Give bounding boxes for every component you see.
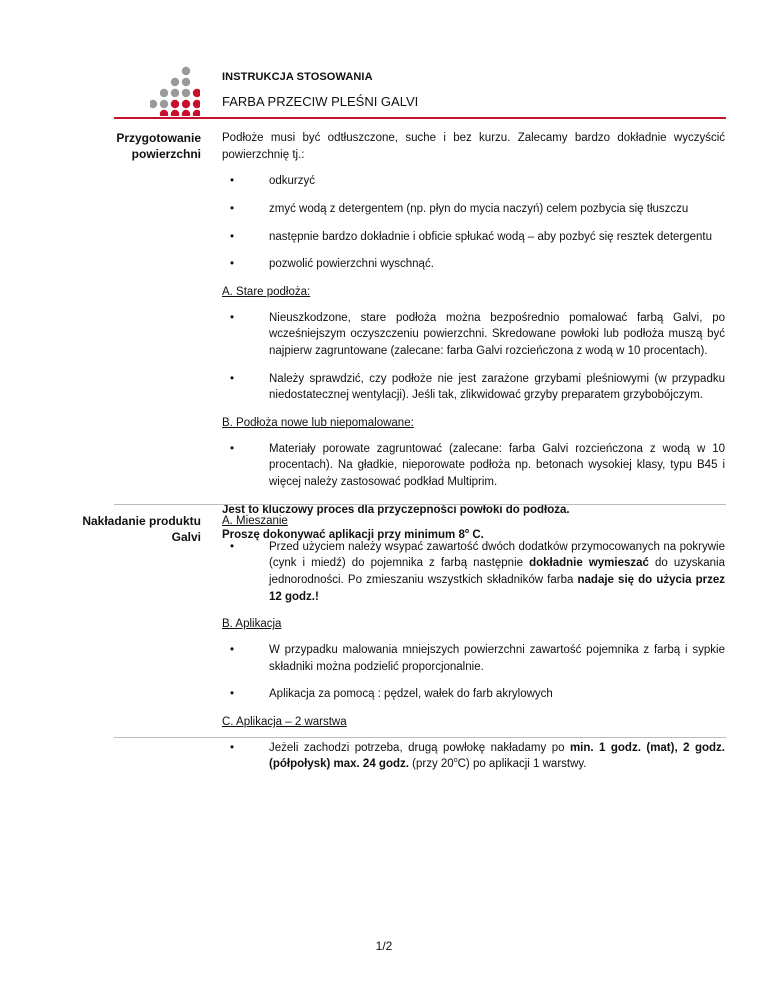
subheading-new-surfaces: B. Podłoża nowe lub niepomalowane:	[222, 417, 414, 430]
page-number: 1/2	[375, 939, 393, 953]
bullet-icon: •	[230, 442, 235, 455]
subheading-application: B. Aplikacja	[222, 618, 282, 631]
list-item: • Aplikacja za pomocą : pędzel, wałek do farb akrylowych	[222, 686, 725, 703]
list-item: • Jeżeli zachodzi potrzeba, drugą powłokę nakładamy po min. 1 godz. (mat), 2 godz. (półpołysk) max. 24 godz. (przy 20$^o$C) po aplikacji 1 warstwy.	[230, 741, 725, 771]
bullet-icon: •	[230, 688, 235, 701]
bullet-icon: •	[230, 203, 235, 216]
application-list	[222, 642, 725, 703]
document-title: FARBA PRZECIW PLEŚNI GALVI	[222, 94, 419, 109]
list-item: • zmyć wodą z detergentem (np. płyn do mycia naczyń) celem pozbycia się tłuszczu	[222, 201, 725, 218]
header-divider	[114, 117, 726, 119]
section-label-surface-prep: Przygotowanie powierzchni	[116, 131, 201, 162]
list-item: • Przed użyciem należy wsypać zawartość dwóch dodatków przymocowanych na pokrywie (cynk i miedź) do pojemnika z farbą następnie dokładnie wymieszać do uzyskania jednorodności. Po zmieszaniu wszystkich składników farba nadaje się do użycia przez 12 godz.!	[230, 540, 725, 603]
document-type-label: INSTRUKCJA STOSOWANIA	[222, 71, 373, 83]
list-item: • Materiały porowate zagruntować (zalecane: farba Galvi rozcieńczona z wodą w 10 procentach). Na gładkie, nieporowate podłoża np. betonach wysokiej klasy, typu B45 i więcej należy zastosować podkład Multiprim.	[230, 442, 725, 489]
bullet-icon: •	[230, 175, 235, 188]
temperature-note: Proszę dokonywać aplikacji przy minimum 8$^o$ C.	[222, 528, 484, 542]
subheading-mixing: A. Mieszanie	[222, 515, 288, 527]
company-logo	[150, 66, 200, 116]
new-surfaces-list	[222, 441, 725, 491]
bullet-icon: •	[230, 230, 235, 243]
old-surfaces-list	[222, 310, 725, 404]
bullet-icon: •	[230, 540, 235, 553]
list-item: • odkurzyć	[222, 173, 725, 190]
bullet-icon: •	[230, 741, 235, 754]
intro-paragraph: Podłoże musi być odtłuszczone, suche i bez kurzu. Zalecamy bardzo dokładnie wyczyścić powierzchnię tj.:	[222, 132, 725, 161]
list-item: • Nieuszkodzone, stare podłoża można bezpośrednio pomalować farbą Galvi, po wcześniejszym oczyszczeniu powierzchni. Skredowane powłoki lub podłoża muszą być najpierw zagruntowane (zalecane: farba Galvi rozcieńczona z wodą w 10 procentach).	[230, 311, 725, 358]
subheading-second-coat: C. Aplikacja – 2 warstwa	[222, 716, 347, 729]
second-coat-list	[222, 740, 725, 773]
subheading-old-surfaces: A. Stare podłoża:	[222, 286, 311, 299]
bullet-icon: •	[230, 644, 235, 657]
list-item: • Należy sprawdzić, czy podłoże nie jest zarażone grzybami pleśniowymi (w przypadku niedostatecznej wentylacji). Jeśli tak, zlikwidować grzyby preparatem grzybobójczym.	[230, 372, 725, 402]
list-item: • pozwolić powierzchni wyschnąć.	[222, 256, 725, 273]
cleaning-steps-list	[222, 173, 725, 273]
section-application-content	[222, 513, 725, 784]
section-label-application: Nakładanie produktu Galvi	[82, 514, 201, 545]
list-item: • następnie bardzo dokładnie i obficie spłukać wodą – aby pozbyć się resztek detergentu	[222, 229, 725, 246]
bullet-icon: •	[230, 311, 235, 324]
mixing-list	[222, 539, 725, 606]
key-process-note: Jest to kluczowy proces dla przyczepności powłoki do podłoża.	[222, 503, 570, 516]
list-item: • W przypadku malowania mniejszych powierzchni zawartość pojemnika z farbą i sypkie składniki można podzielić proporcjonalnie.	[230, 644, 725, 673]
section-surface-prep-content	[222, 130, 725, 553]
bullet-icon: •	[230, 258, 235, 271]
section-divider	[114, 737, 726, 738]
bullet-icon: •	[230, 372, 235, 385]
section-divider	[114, 504, 726, 505]
